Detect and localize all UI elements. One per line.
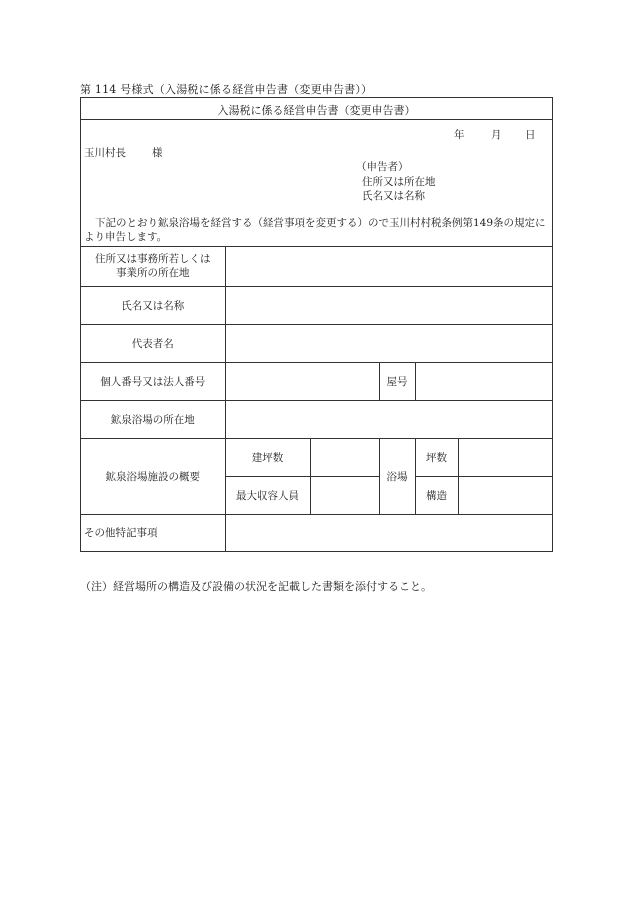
table-row	[81, 514, 552, 551]
table-row	[81, 400, 552, 438]
application-form	[80, 97, 553, 552]
date-month-label: 月	[491, 129, 502, 141]
form-number-label: 第 114 号様式（入湯税に係る経営申告書（変更申告書））	[80, 83, 373, 96]
facility-overview-label: 鉱泉浴場施設の概要	[81, 438, 225, 514]
trade-name-input[interactable]	[415, 362, 552, 400]
location-input[interactable]	[225, 400, 552, 438]
other-notes-label: その他特記事項	[81, 514, 225, 551]
table-row	[81, 286, 552, 324]
bath-label: 浴場	[379, 438, 415, 514]
building-area-label: 建坪数	[225, 438, 310, 476]
declaration-text: 下記のとおり鉱泉浴場を経営する（経営事項を変更する）ので玉川村村税条例第149条の規定により申告します。	[84, 217, 546, 243]
addressee	[84, 145, 163, 160]
addressee-honorific: 様	[152, 147, 163, 159]
floor-area-input[interactable]	[458, 438, 552, 476]
declarant-heading: （申告者）	[356, 161, 409, 173]
capacity-label: 最大収容人員	[225, 476, 310, 514]
title-divider	[81, 119, 552, 120]
structure-input[interactable]	[458, 476, 552, 514]
building-area-input[interactable]	[310, 438, 379, 476]
other-notes-input[interactable]	[225, 514, 552, 551]
representative-input[interactable]	[225, 324, 552, 362]
date-day-label: 日	[525, 129, 536, 141]
capacity-input[interactable]	[310, 476, 379, 514]
address-label-line2: 事業所の所在地	[116, 267, 190, 280]
declarant-address-label: 住所又は所在地	[362, 176, 436, 188]
address-input[interactable]	[225, 247, 552, 286]
name-input[interactable]	[225, 286, 552, 324]
form-header	[81, 98, 552, 247]
attachment-note: （注）経営場所の構造及び設備の状況を記載した書類を添付すること。	[80, 580, 432, 593]
id-number-input[interactable]	[225, 362, 379, 400]
id-number-label: 個人番号又は法人番号	[81, 362, 225, 400]
addressee-name: 玉川村長	[84, 147, 126, 159]
floor-area-label: 坪数	[415, 438, 458, 476]
structure-label: 構造	[415, 476, 458, 514]
name-label: 氏名又は名称	[81, 286, 225, 324]
form-table	[81, 247, 552, 551]
location-label: 鉱泉浴場の所在地	[81, 400, 225, 438]
address-label-cell	[81, 247, 225, 286]
table-row	[81, 247, 552, 286]
table-row	[81, 362, 552, 400]
date-year-label: 年	[454, 129, 465, 141]
address-label-line1: 住所又は事務所若しくは	[95, 253, 211, 266]
document-title: 入湯税に係る経営申告書（変更申告書）	[217, 104, 416, 117]
table-row	[81, 324, 552, 362]
trade-name-label: 屋号	[379, 362, 415, 400]
table-row	[81, 438, 552, 476]
representative-label: 代表者名	[81, 324, 225, 362]
declarant-name-label: 氏名又は名称	[362, 190, 425, 202]
